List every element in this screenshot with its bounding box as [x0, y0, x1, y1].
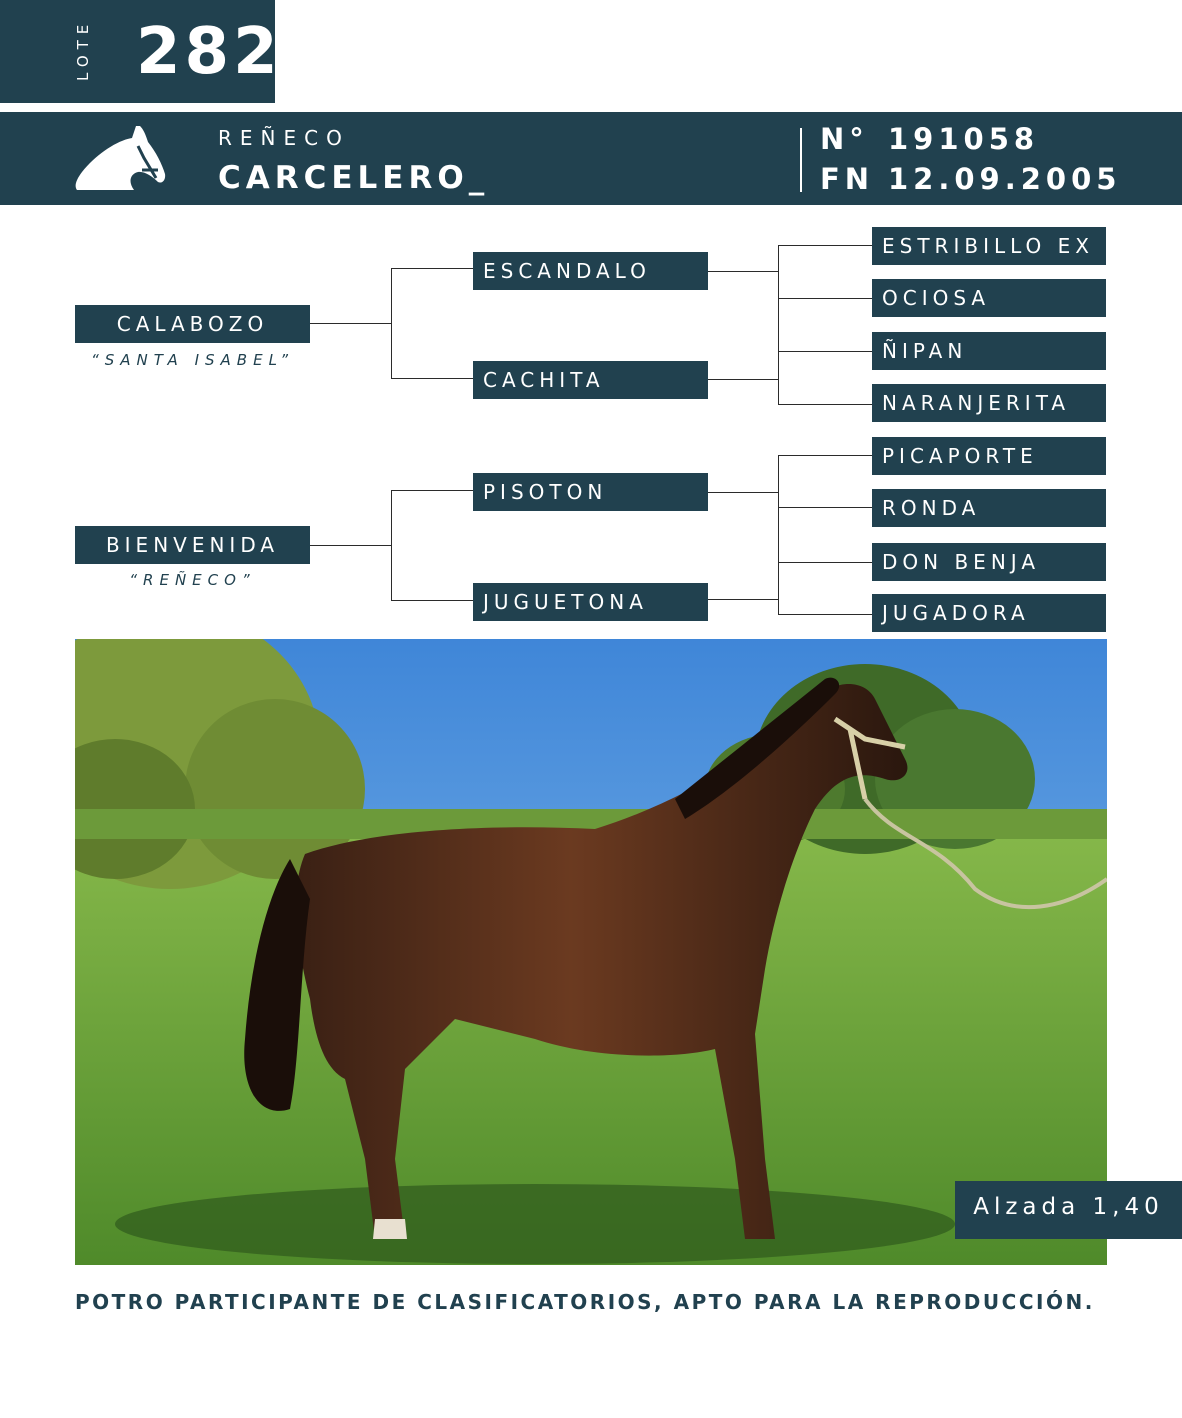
registration-label: N° — [820, 122, 869, 156]
great-grandparent-box: JUGADORA — [872, 594, 1106, 632]
great-grandparent-box: ÑIPAN — [872, 332, 1106, 370]
birth-date: 12.09.2005 — [888, 162, 1122, 196]
great-grandparent-box: NARANJERITA — [872, 384, 1106, 422]
registration-line — [820, 122, 1039, 156]
lot-badge — [0, 0, 282, 103]
great-grandparent-box: PICAPORTE — [872, 437, 1106, 475]
great-grandparent-box: DON BENJA — [872, 543, 1106, 581]
registration-number: 191058 — [888, 122, 1040, 156]
dam-origin: “REÑECO” — [129, 571, 256, 589]
great-grandparent-box: OCIOSA — [872, 279, 1106, 317]
height-badge: Alzada 1,40 — [955, 1181, 1182, 1239]
sire-origin: “SANTA ISABEL” — [91, 351, 294, 369]
grandparent-box: JUGUETONA — [473, 583, 708, 621]
horse-name: CARCELERO_ — [218, 160, 490, 196]
horse-head-icon — [74, 124, 166, 192]
grandparent-box: ESCANDALO — [473, 252, 708, 290]
horse-photo — [75, 639, 1107, 1265]
grandparent-box: PISOTON — [473, 473, 708, 511]
description-text: POTRO PARTICIPANTE DE CLASIFICATORIOS, APTO PARA LA REPRODUCCIÓN. — [75, 1290, 1095, 1314]
lot-label: LOTE — [74, 18, 92, 81]
header-divider — [800, 128, 802, 192]
header-band — [0, 112, 1182, 205]
sire-name: CALABOZO — [75, 305, 310, 343]
birth-date-line — [820, 162, 1121, 196]
breeder-name: REÑECO — [218, 126, 350, 150]
grandparent-box: CACHITA — [473, 361, 708, 399]
birth-date-label: FN — [820, 162, 875, 196]
great-grandparent-box: ESTRIBILLO EX — [872, 227, 1106, 265]
great-grandparent-box: RONDA — [872, 489, 1106, 527]
lot-number: 282 — [136, 15, 282, 89]
dam-name: BIENVENIDA — [75, 526, 310, 564]
